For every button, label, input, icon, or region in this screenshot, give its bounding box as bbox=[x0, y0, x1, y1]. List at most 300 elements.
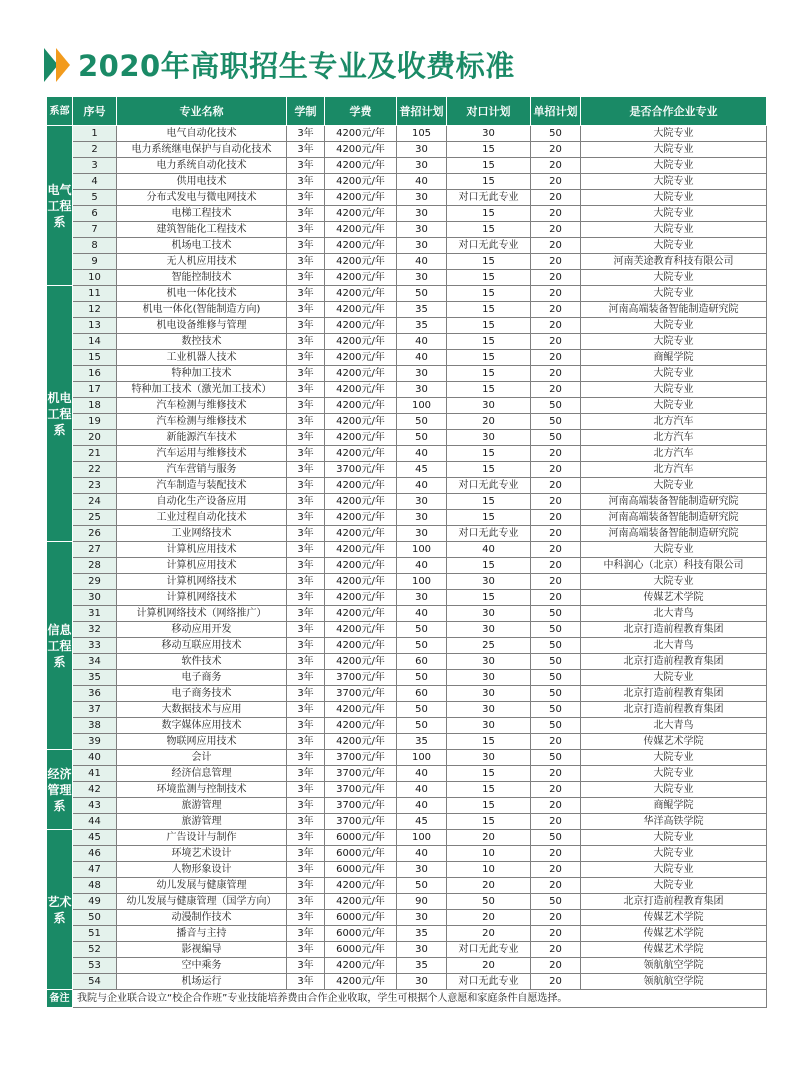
vocational-cell: 25 bbox=[447, 638, 531, 654]
table-row bbox=[47, 974, 767, 990]
partner-cell: 北大青鸟 bbox=[581, 638, 767, 654]
partner-cell: 北京打造前程教育集团 bbox=[581, 894, 767, 910]
major-cell: 计算机应用技术 bbox=[117, 558, 287, 574]
seq-cell: 32 bbox=[73, 622, 117, 638]
major-cell: 新能源汽车技术 bbox=[117, 430, 287, 446]
single-cell: 50 bbox=[531, 638, 581, 654]
duration-cell: 3年 bbox=[287, 622, 325, 638]
general-cell: 50 bbox=[397, 430, 447, 446]
major-cell: 计算机应用技术 bbox=[117, 542, 287, 558]
seq-cell: 41 bbox=[73, 766, 117, 782]
vocational-cell: 15 bbox=[447, 558, 531, 574]
table-row bbox=[47, 334, 767, 350]
table-row bbox=[47, 574, 767, 590]
single-cell: 20 bbox=[531, 734, 581, 750]
major-cell: 电梯工程技术 bbox=[117, 206, 287, 222]
vocational-cell: 对口无此专业 bbox=[447, 974, 531, 990]
duration-cell: 3年 bbox=[287, 382, 325, 398]
vocational-cell: 30 bbox=[447, 670, 531, 686]
tuition-cell: 4200元/年 bbox=[325, 350, 397, 366]
table-row bbox=[47, 446, 767, 462]
general-cell: 35 bbox=[397, 318, 447, 334]
partner-cell: 大院专业 bbox=[581, 286, 767, 302]
seq-cell: 9 bbox=[73, 254, 117, 270]
seq-cell: 5 bbox=[73, 190, 117, 206]
partner-cell: 大院专业 bbox=[581, 382, 767, 398]
duration-cell: 3年 bbox=[287, 734, 325, 750]
single-cell: 50 bbox=[531, 830, 581, 846]
tuition-cell: 4200元/年 bbox=[325, 126, 397, 142]
major-cell: 广告设计与制作 bbox=[117, 830, 287, 846]
single-cell: 20 bbox=[531, 350, 581, 366]
tuition-cell: 4200元/年 bbox=[325, 206, 397, 222]
table-row bbox=[47, 494, 767, 510]
partner-cell: 大院专业 bbox=[581, 398, 767, 414]
table-row bbox=[47, 830, 767, 846]
table-row bbox=[47, 510, 767, 526]
table-row bbox=[47, 734, 767, 750]
duration-cell: 3年 bbox=[287, 542, 325, 558]
major-cell: 计算机网络技术（网络推广） bbox=[117, 606, 287, 622]
table-row bbox=[47, 702, 767, 718]
table-row bbox=[47, 846, 767, 862]
department-cell: 艺术系 bbox=[47, 830, 73, 990]
seq-cell: 19 bbox=[73, 414, 117, 430]
tuition-cell: 4200元/年 bbox=[325, 590, 397, 606]
tuition-cell: 4200元/年 bbox=[325, 878, 397, 894]
tuition-cell: 4200元/年 bbox=[325, 654, 397, 670]
partner-cell: 大院专业 bbox=[581, 158, 767, 174]
vocational-cell: 20 bbox=[447, 958, 531, 974]
duration-cell: 3年 bbox=[287, 510, 325, 526]
seq-cell: 13 bbox=[73, 318, 117, 334]
partner-cell: 大院专业 bbox=[581, 878, 767, 894]
tuition-cell: 4200元/年 bbox=[325, 270, 397, 286]
partner-cell: 河南高端装备智能制造研究院 bbox=[581, 510, 767, 526]
major-cell: 旅游管理 bbox=[117, 814, 287, 830]
general-cell: 100 bbox=[397, 830, 447, 846]
vocational-cell: 15 bbox=[447, 350, 531, 366]
single-cell: 20 bbox=[531, 142, 581, 158]
table-row bbox=[47, 190, 767, 206]
duration-cell: 3年 bbox=[287, 142, 325, 158]
tuition-cell: 4200元/年 bbox=[325, 254, 397, 270]
vocational-cell: 15 bbox=[447, 318, 531, 334]
vocational-cell: 对口无此专业 bbox=[447, 942, 531, 958]
general-cell: 40 bbox=[397, 846, 447, 862]
major-cell: 幼儿发展与健康管理 bbox=[117, 878, 287, 894]
note-row bbox=[47, 990, 767, 1008]
vocational-cell: 30 bbox=[447, 606, 531, 622]
seq-cell: 49 bbox=[73, 894, 117, 910]
partner-cell: 商鲲学院 bbox=[581, 798, 767, 814]
seq-cell: 39 bbox=[73, 734, 117, 750]
seq-cell: 48 bbox=[73, 878, 117, 894]
partner-cell: 北方汽车 bbox=[581, 446, 767, 462]
vocational-cell: 15 bbox=[447, 254, 531, 270]
vocational-cell: 15 bbox=[447, 366, 531, 382]
seq-cell: 52 bbox=[73, 942, 117, 958]
seq-cell: 21 bbox=[73, 446, 117, 462]
seq-cell: 1 bbox=[73, 126, 117, 142]
partner-cell: 领航航空学院 bbox=[581, 958, 767, 974]
major-cell: 电子商务 bbox=[117, 670, 287, 686]
major-cell: 机场电工技术 bbox=[117, 238, 287, 254]
general-cell: 60 bbox=[397, 654, 447, 670]
table-row bbox=[47, 526, 767, 542]
vocational-cell: 20 bbox=[447, 926, 531, 942]
tuition-cell: 4200元/年 bbox=[325, 574, 397, 590]
major-cell: 播音与主持 bbox=[117, 926, 287, 942]
vocational-cell: 15 bbox=[447, 142, 531, 158]
seq-cell: 27 bbox=[73, 542, 117, 558]
tuition-cell: 3700元/年 bbox=[325, 670, 397, 686]
table-row bbox=[47, 750, 767, 766]
duration-cell: 3年 bbox=[287, 366, 325, 382]
major-cell: 工业过程自动化技术 bbox=[117, 510, 287, 526]
major-cell: 汽车运用与维修技术 bbox=[117, 446, 287, 462]
vocational-cell: 15 bbox=[447, 222, 531, 238]
vocational-cell: 30 bbox=[447, 718, 531, 734]
vocational-cell: 20 bbox=[447, 830, 531, 846]
tuition-cell: 6000元/年 bbox=[325, 926, 397, 942]
vocational-cell: 15 bbox=[447, 334, 531, 350]
seq-cell: 17 bbox=[73, 382, 117, 398]
partner-cell: 河南高端装备智能制造研究院 bbox=[581, 302, 767, 318]
tuition-cell: 4200元/年 bbox=[325, 286, 397, 302]
general-cell: 30 bbox=[397, 862, 447, 878]
tuition-cell: 4200元/年 bbox=[325, 622, 397, 638]
seq-cell: 4 bbox=[73, 174, 117, 190]
tuition-cell: 4200元/年 bbox=[325, 446, 397, 462]
partner-cell: 河南高端装备智能制造研究院 bbox=[581, 494, 767, 510]
single-cell: 50 bbox=[531, 654, 581, 670]
vocational-cell: 30 bbox=[447, 430, 531, 446]
single-cell: 20 bbox=[531, 446, 581, 462]
general-cell: 40 bbox=[397, 798, 447, 814]
seq-cell: 45 bbox=[73, 830, 117, 846]
major-cell: 数字媒体应用技术 bbox=[117, 718, 287, 734]
table-row bbox=[47, 302, 767, 318]
department-cell: 信息工程系 bbox=[47, 542, 73, 750]
partner-cell: 中科润心（北京）科技有限公司 bbox=[581, 558, 767, 574]
general-cell: 35 bbox=[397, 926, 447, 942]
single-cell: 20 bbox=[531, 958, 581, 974]
general-cell: 50 bbox=[397, 622, 447, 638]
single-cell: 20 bbox=[531, 910, 581, 926]
partner-cell: 大院专业 bbox=[581, 670, 767, 686]
partner-cell: 北方汽车 bbox=[581, 414, 767, 430]
tuition-cell: 3700元/年 bbox=[325, 766, 397, 782]
vocational-cell: 30 bbox=[447, 702, 531, 718]
table-row bbox=[47, 558, 767, 574]
general-cell: 50 bbox=[397, 702, 447, 718]
seq-cell: 36 bbox=[73, 686, 117, 702]
major-cell: 计算机网络技术 bbox=[117, 590, 287, 606]
single-cell: 20 bbox=[531, 590, 581, 606]
general-cell: 105 bbox=[397, 126, 447, 142]
partner-cell: 传媒艺术学院 bbox=[581, 942, 767, 958]
table-row bbox=[47, 398, 767, 414]
seq-cell: 37 bbox=[73, 702, 117, 718]
tuition-cell: 4200元/年 bbox=[325, 142, 397, 158]
single-cell: 20 bbox=[531, 286, 581, 302]
seq-cell: 23 bbox=[73, 478, 117, 494]
table-row bbox=[47, 126, 767, 142]
table-body bbox=[47, 126, 767, 1008]
tuition-cell: 4200元/年 bbox=[325, 638, 397, 654]
duration-cell: 3年 bbox=[287, 814, 325, 830]
table-row bbox=[47, 366, 767, 382]
duration-cell: 3年 bbox=[287, 158, 325, 174]
tuition-cell: 6000元/年 bbox=[325, 846, 397, 862]
tuition-cell: 4200元/年 bbox=[325, 398, 397, 414]
single-cell: 50 bbox=[531, 606, 581, 622]
major-cell: 数控技术 bbox=[117, 334, 287, 350]
table-row bbox=[47, 798, 767, 814]
seq-cell: 22 bbox=[73, 462, 117, 478]
tuition-cell: 4200元/年 bbox=[325, 238, 397, 254]
major-cell: 机电一体化技术 bbox=[117, 286, 287, 302]
vocational-cell: 15 bbox=[447, 206, 531, 222]
single-cell: 50 bbox=[531, 398, 581, 414]
vocational-cell: 对口无此专业 bbox=[447, 526, 531, 542]
partner-cell: 北京打造前程教育集团 bbox=[581, 702, 767, 718]
seq-cell: 18 bbox=[73, 398, 117, 414]
seq-cell: 54 bbox=[73, 974, 117, 990]
partner-cell: 北大青鸟 bbox=[581, 606, 767, 622]
table-row bbox=[47, 718, 767, 734]
duration-cell: 3年 bbox=[287, 350, 325, 366]
single-cell: 20 bbox=[531, 318, 581, 334]
vocational-cell: 40 bbox=[447, 542, 531, 558]
header-general-plan: 普招计划 bbox=[397, 97, 447, 126]
partner-cell: 华洋高铁学院 bbox=[581, 814, 767, 830]
general-cell: 30 bbox=[397, 590, 447, 606]
header-single-plan: 单招计划 bbox=[531, 97, 581, 126]
general-cell: 30 bbox=[397, 382, 447, 398]
major-cell: 移动应用开发 bbox=[117, 622, 287, 638]
tuition-cell: 4200元/年 bbox=[325, 190, 397, 206]
header-seq: 序号 bbox=[73, 97, 117, 126]
seq-cell: 33 bbox=[73, 638, 117, 654]
duration-cell: 3年 bbox=[287, 798, 325, 814]
vocational-cell: 15 bbox=[447, 462, 531, 478]
table-row bbox=[47, 254, 767, 270]
general-cell: 30 bbox=[397, 494, 447, 510]
single-cell: 20 bbox=[531, 942, 581, 958]
tuition-cell: 4200元/年 bbox=[325, 222, 397, 238]
duration-cell: 3年 bbox=[287, 462, 325, 478]
seq-cell: 34 bbox=[73, 654, 117, 670]
tuition-cell: 4200元/年 bbox=[325, 382, 397, 398]
duration-cell: 3年 bbox=[287, 670, 325, 686]
major-cell: 动漫制作技术 bbox=[117, 910, 287, 926]
major-cell: 电力系统继电保护与自动化技术 bbox=[117, 142, 287, 158]
table-row bbox=[47, 910, 767, 926]
major-cell: 软件技术 bbox=[117, 654, 287, 670]
major-cell: 物联网应用技术 bbox=[117, 734, 287, 750]
tuition-cell: 4200元/年 bbox=[325, 894, 397, 910]
general-cell: 35 bbox=[397, 302, 447, 318]
tuition-cell: 3700元/年 bbox=[325, 750, 397, 766]
duration-cell: 3年 bbox=[287, 430, 325, 446]
duration-cell: 3年 bbox=[287, 958, 325, 974]
duration-cell: 3年 bbox=[287, 590, 325, 606]
tuition-cell: 4200元/年 bbox=[325, 526, 397, 542]
partner-cell: 大院专业 bbox=[581, 830, 767, 846]
general-cell: 35 bbox=[397, 958, 447, 974]
vocational-cell: 15 bbox=[447, 302, 531, 318]
duration-cell: 3年 bbox=[287, 574, 325, 590]
general-cell: 50 bbox=[397, 718, 447, 734]
duration-cell: 3年 bbox=[287, 862, 325, 878]
single-cell: 50 bbox=[531, 622, 581, 638]
tuition-cell: 4200元/年 bbox=[325, 558, 397, 574]
general-cell: 30 bbox=[397, 142, 447, 158]
major-cell: 汽车营销与服务 bbox=[117, 462, 287, 478]
tuition-cell: 4200元/年 bbox=[325, 494, 397, 510]
partner-cell: 大院专业 bbox=[581, 174, 767, 190]
vocational-cell: 50 bbox=[447, 894, 531, 910]
seq-cell: 26 bbox=[73, 526, 117, 542]
table-row bbox=[47, 462, 767, 478]
general-cell: 35 bbox=[397, 734, 447, 750]
table-row bbox=[47, 782, 767, 798]
tuition-cell: 4200元/年 bbox=[325, 414, 397, 430]
table-row bbox=[47, 222, 767, 238]
single-cell: 20 bbox=[531, 478, 581, 494]
tuition-cell: 6000元/年 bbox=[325, 862, 397, 878]
duration-cell: 3年 bbox=[287, 638, 325, 654]
general-cell: 30 bbox=[397, 942, 447, 958]
partner-cell: 大院专业 bbox=[581, 766, 767, 782]
single-cell: 50 bbox=[531, 414, 581, 430]
duration-cell: 3年 bbox=[287, 318, 325, 334]
partner-cell: 大院专业 bbox=[581, 782, 767, 798]
single-cell: 20 bbox=[531, 510, 581, 526]
tuition-cell: 4200元/年 bbox=[325, 302, 397, 318]
vocational-cell: 15 bbox=[447, 494, 531, 510]
header-major: 专业名称 bbox=[117, 97, 287, 126]
partner-cell: 大院专业 bbox=[581, 574, 767, 590]
partner-cell: 大院专业 bbox=[581, 270, 767, 286]
partner-cell: 商鲲学院 bbox=[581, 350, 767, 366]
single-cell: 20 bbox=[531, 254, 581, 270]
duration-cell: 3年 bbox=[287, 446, 325, 462]
general-cell: 40 bbox=[397, 350, 447, 366]
partner-cell: 大院专业 bbox=[581, 366, 767, 382]
general-cell: 40 bbox=[397, 766, 447, 782]
table-row bbox=[47, 318, 767, 334]
general-cell: 50 bbox=[397, 670, 447, 686]
table-row bbox=[47, 686, 767, 702]
tuition-cell: 6000元/年 bbox=[325, 910, 397, 926]
table-row bbox=[47, 814, 767, 830]
vocational-cell: 15 bbox=[447, 446, 531, 462]
duration-cell: 3年 bbox=[287, 846, 325, 862]
general-cell: 60 bbox=[397, 686, 447, 702]
seq-cell: 46 bbox=[73, 846, 117, 862]
partner-cell: 大院专业 bbox=[581, 222, 767, 238]
duration-cell: 3年 bbox=[287, 766, 325, 782]
seq-cell: 14 bbox=[73, 334, 117, 350]
general-cell: 30 bbox=[397, 270, 447, 286]
table-row bbox=[47, 414, 767, 430]
single-cell: 20 bbox=[531, 926, 581, 942]
general-cell: 100 bbox=[397, 574, 447, 590]
partner-cell: 北京打造前程教育集团 bbox=[581, 686, 767, 702]
seq-cell: 2 bbox=[73, 142, 117, 158]
single-cell: 20 bbox=[531, 814, 581, 830]
partner-cell: 北方汽车 bbox=[581, 430, 767, 446]
major-cell: 工业机器人技术 bbox=[117, 350, 287, 366]
table-row bbox=[47, 478, 767, 494]
table-row bbox=[47, 286, 767, 302]
major-cell: 人物形象设计 bbox=[117, 862, 287, 878]
partner-cell: 大院专业 bbox=[581, 542, 767, 558]
partner-cell: 大院专业 bbox=[581, 126, 767, 142]
vocational-cell: 30 bbox=[447, 654, 531, 670]
header-department: 系部 bbox=[47, 97, 73, 126]
single-cell: 50 bbox=[531, 686, 581, 702]
partner-cell: 大院专业 bbox=[581, 318, 767, 334]
single-cell: 20 bbox=[531, 526, 581, 542]
general-cell: 30 bbox=[397, 910, 447, 926]
duration-cell: 3年 bbox=[287, 830, 325, 846]
single-cell: 20 bbox=[531, 782, 581, 798]
vocational-cell: 15 bbox=[447, 382, 531, 398]
seq-cell: 29 bbox=[73, 574, 117, 590]
table-row bbox=[47, 670, 767, 686]
single-cell: 20 bbox=[531, 574, 581, 590]
duration-cell: 3年 bbox=[287, 222, 325, 238]
major-cell: 机电设备维修与管理 bbox=[117, 318, 287, 334]
seq-cell: 53 bbox=[73, 958, 117, 974]
partner-cell: 北京打造前程教育集团 bbox=[581, 622, 767, 638]
table-row bbox=[47, 238, 767, 254]
seq-cell: 8 bbox=[73, 238, 117, 254]
duration-cell: 3年 bbox=[287, 558, 325, 574]
tuition-cell: 4200元/年 bbox=[325, 366, 397, 382]
table-row bbox=[47, 654, 767, 670]
seq-cell: 50 bbox=[73, 910, 117, 926]
major-cell: 环境艺术设计 bbox=[117, 846, 287, 862]
duration-cell: 3年 bbox=[287, 302, 325, 318]
tuition-cell: 4200元/年 bbox=[325, 734, 397, 750]
major-cell: 工业网络技术 bbox=[117, 526, 287, 542]
table-row bbox=[47, 382, 767, 398]
partner-cell: 大院专业 bbox=[581, 238, 767, 254]
page-title: 2020年高职招生专业及收费标准 bbox=[78, 49, 515, 83]
fee-table bbox=[46, 96, 767, 1008]
tuition-cell: 4200元/年 bbox=[325, 702, 397, 718]
table-row bbox=[47, 878, 767, 894]
major-cell: 汽车制造与装配技术 bbox=[117, 478, 287, 494]
tuition-cell: 3700元/年 bbox=[325, 814, 397, 830]
major-cell: 会计 bbox=[117, 750, 287, 766]
major-cell: 大数据技术与应用 bbox=[117, 702, 287, 718]
vocational-cell: 15 bbox=[447, 782, 531, 798]
general-cell: 40 bbox=[397, 334, 447, 350]
table-row bbox=[47, 942, 767, 958]
major-cell: 无人机应用技术 bbox=[117, 254, 287, 270]
partner-cell: 领航航空学院 bbox=[581, 974, 767, 990]
tuition-cell: 3700元/年 bbox=[325, 462, 397, 478]
seq-cell: 44 bbox=[73, 814, 117, 830]
tuition-cell: 4200元/年 bbox=[325, 958, 397, 974]
table-row bbox=[47, 862, 767, 878]
